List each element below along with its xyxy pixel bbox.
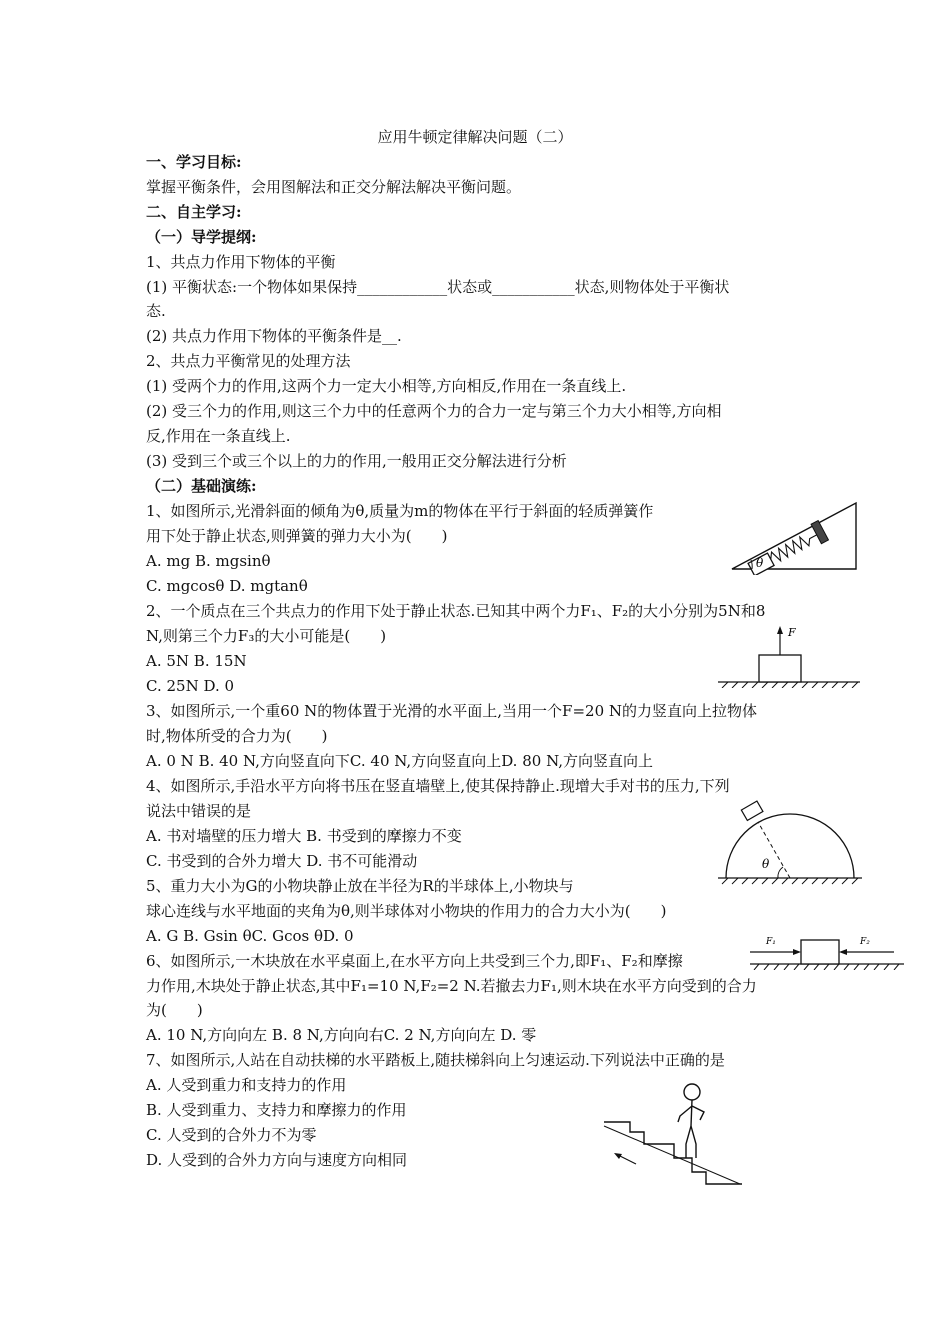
ground-hatch xyxy=(722,878,858,884)
two-forces-figure xyxy=(748,930,910,970)
answer-options: C. 书受到的合外力增大 D. 书不可能滑动 xyxy=(146,852,418,870)
answer-options: C. mgcosθ D. mgtanθ xyxy=(146,577,308,595)
person-head xyxy=(684,1084,700,1100)
person-left-leg xyxy=(686,1126,691,1158)
subsection-heading: （二）基础演练: xyxy=(146,477,257,495)
f1-arrowhead xyxy=(793,949,801,955)
question-text: N,则第三个力F₃的大小可能是( ) xyxy=(146,627,387,645)
text-line: (2) 共点力作用下物体的平衡条件是__. xyxy=(146,327,402,345)
answer-options: A. G B. Gsin θC. Gcos θD. 0 xyxy=(146,927,354,945)
small-block xyxy=(741,801,763,820)
page-title: 应用牛顿定律解决问题（二） xyxy=(377,128,573,146)
text-line: 掌握平衡条件，会用图解法和正交分解法解决平衡问题。 xyxy=(146,178,522,196)
section-heading: 二、自主学习: xyxy=(146,203,242,221)
question-text: 4、如图所示,手沿水平方向将书压在竖直墙壁上,使其保持静止.现增大手对书的压力,下列 xyxy=(146,777,730,795)
person-figure xyxy=(678,1084,704,1158)
question-text: 为( ) xyxy=(146,1001,203,1019)
question-text: 1、如图所示,光滑斜面的倾角为θ,质量为m的物体在平行于斜面的轻质弹簧作 xyxy=(146,502,654,520)
answer-options: C. 人受到的合外力不为零 xyxy=(146,1126,317,1144)
question-text: 3、如图所示,一个重60 N的物体置于光滑的水平面上,当用一个F=20 N的力竖直向上拉物体 xyxy=(146,702,758,720)
f2-label: F₂ xyxy=(860,937,870,947)
f2-arrowhead xyxy=(839,949,847,955)
escalator-steps xyxy=(604,1122,742,1184)
fixed-plate xyxy=(811,520,828,543)
person-body xyxy=(691,1100,692,1126)
angle-arc xyxy=(778,867,783,878)
text-line: (1) 受两个力的作用,这两个力一定大小相等,方向相反,作用在一条直线上. xyxy=(146,377,627,395)
hemisphere-arc xyxy=(726,814,854,878)
answer-options: A. 10 N,方向向左 B. 8 N,方向向右C. 2 N,方向向左 D. 零 xyxy=(146,1026,537,1044)
answer-options: D. 人受到的合外力方向与速度方向相同 xyxy=(146,1151,408,1169)
incline-triangle xyxy=(732,503,856,569)
text-line: 2、共点力平衡常见的处理方法 xyxy=(146,352,351,370)
question-text: 2、一个质点在三个共点力的作用下处于静止状态.已知其中两个力F₁、F₂的大小分别为5N和8 xyxy=(146,602,766,620)
text-line: 态. xyxy=(146,302,166,320)
hemisphere-figure xyxy=(714,798,866,886)
force-label: F xyxy=(788,626,796,639)
text-line: (1) 平衡状态:一个物体如果保持____________状态或___________状态,则物体处于平衡状 xyxy=(146,278,730,296)
person-right-arm xyxy=(692,1106,704,1120)
question-text: 时,物体所受的合力为( ) xyxy=(146,727,328,745)
question-text: 用下处于静止状态,则弹簧的弹力大小为( ) xyxy=(146,527,448,545)
subsection-heading: （一）导学提纲: xyxy=(146,228,257,246)
question-text: 7、如图所示,人站在自动扶梯的水平踏板上,随扶梯斜向上匀速运动.下列说法中正确的是 xyxy=(146,1051,725,1069)
answer-options: A. 人受到重力和支持力的作用 xyxy=(146,1076,347,1094)
text-line: (2) 受三个力的作用,则这三个力中的任意两个力的合力一定与第三个力大小相等,方向相 xyxy=(146,402,722,420)
box xyxy=(759,655,801,682)
f1-label: F₁ xyxy=(766,937,776,947)
question-text: 6、如图所示,一木块放在水平桌面上,在水平方向上共受到三个力,即F₁、F₂和摩擦 xyxy=(146,952,683,970)
text-line: (3) 受到三个或三个以上的力的作用,一般用正交分解法进行分析 xyxy=(146,452,567,470)
answer-options: A. 0 N B. 40 N,方向竖直向下C. 40 N,方向竖直向上D. 80 N,方向竖直向上 xyxy=(146,752,654,770)
spring xyxy=(768,530,820,565)
escalator-rail xyxy=(604,1126,740,1184)
answer-options: C. 25N D. 0 xyxy=(146,677,235,695)
small-block-group xyxy=(741,801,763,820)
person-right-leg xyxy=(691,1126,696,1158)
answer-options: A. mg B. mgsinθ xyxy=(146,552,271,570)
text-line: 反,作用在一条直线上. xyxy=(146,427,291,445)
box-force-figure xyxy=(714,622,864,688)
answer-options: B. 人受到重力、支持力和摩擦力的作用 xyxy=(146,1101,407,1119)
question-text: 球心连线与水平地面的夹角为θ,则半球体对小物块的作用力的合力大小为( ) xyxy=(146,902,667,920)
ground-hatch xyxy=(722,682,858,688)
person-left-arm xyxy=(678,1106,692,1122)
motion-arrow-line xyxy=(618,1155,636,1164)
force-arrowhead xyxy=(777,626,783,634)
answer-options: A. 5N B. 15N xyxy=(146,652,247,670)
section-heading: 一、学习目标: xyxy=(146,153,242,171)
question-text: 5、重力大小为G的小物块静止放在半径为R的半球体上,小物块与 xyxy=(146,877,574,895)
escalator-figure xyxy=(600,1080,746,1186)
motion-arrowhead xyxy=(614,1153,622,1159)
wood-block xyxy=(801,940,839,964)
answer-options: A. 书对墙壁的压力增大 B. 书受到的摩擦力不变 xyxy=(146,827,462,845)
angle-label: θ xyxy=(756,556,764,570)
question-text: 力作用,木块处于静止状态,其中F₁=10 N,F₂=2 N.若撤去力F₁,则木块在水平方向受到的合力 xyxy=(146,977,757,995)
angle-label: θ xyxy=(762,857,770,871)
question-text: 说法中错误的是 xyxy=(146,802,252,820)
incline-spring-figure xyxy=(728,490,862,575)
text-line: 1、共点力作用下物体的平衡 xyxy=(146,253,336,271)
table-hatch xyxy=(754,964,899,970)
